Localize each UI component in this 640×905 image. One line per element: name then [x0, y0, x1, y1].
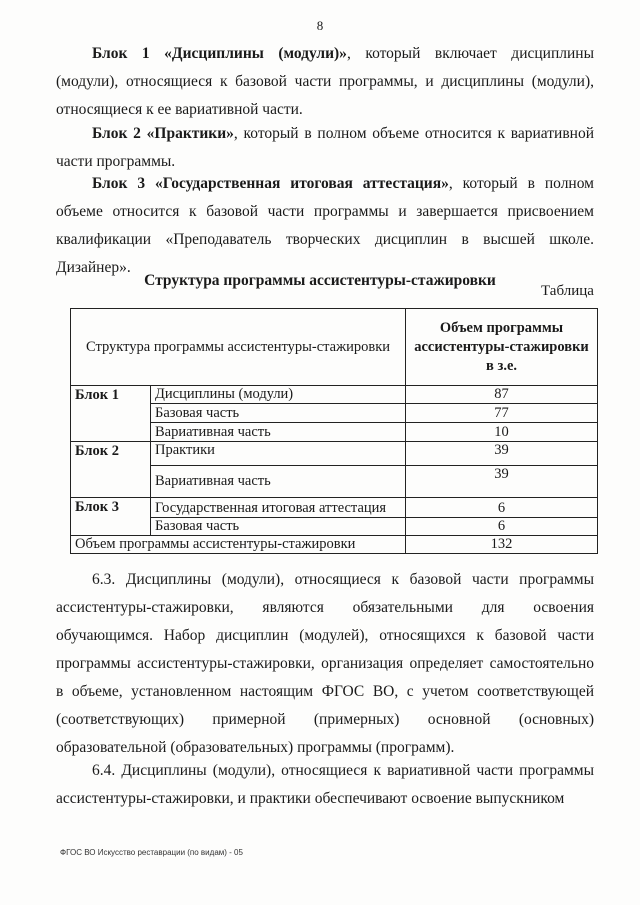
header-structure: Структура программы ассистентуры-стажировки: [71, 309, 406, 386]
row-value: 6: [406, 498, 598, 518]
table-row: [71, 423, 598, 442]
row-value: 6: [406, 518, 598, 536]
block3-name: Блок 3: [71, 498, 151, 536]
table-row: [71, 386, 598, 404]
total-value: 132: [406, 536, 598, 554]
table-header-row: [71, 309, 598, 386]
row-item: Дисциплины (модули): [151, 386, 406, 404]
block1-text: , который включает дисциплины (модули), относящиеся к базовой части программы, и дисциплины (модули), относящиеся к ее вариативной части.: [56, 45, 594, 118]
row-item: Практики: [151, 442, 406, 466]
block1-name: Блок 1: [71, 386, 151, 442]
table-total-row: [71, 536, 598, 554]
page-number: 8: [316, 18, 324, 33]
table-label: Таблица: [541, 283, 594, 299]
table-row: [71, 518, 598, 536]
row-value: 77: [406, 404, 598, 423]
paragraph-block1: [56, 40, 594, 124]
table-row: [71, 442, 598, 466]
row-value: 39: [406, 442, 598, 466]
header-volume: Объем программы ассистентуры-стажировки в з.е.: [406, 309, 598, 386]
paragraph-block3: [56, 170, 594, 282]
table-title: Структура программы ассистентуры-стажировки: [144, 272, 496, 289]
row-item: Государственная итоговая аттестация: [151, 498, 406, 518]
row-value: 10: [406, 423, 598, 442]
row-item: Вариативная часть: [151, 423, 406, 442]
table-row: [71, 466, 598, 498]
row-value: 39: [406, 466, 598, 498]
block3-text: , который в полном объеме относится к базовой части программы и завершается присвоением квалификации «Преподаватель творческих дисциплин в высшей школе. Дизайнер».: [56, 175, 594, 276]
paragraph-6-4: 6.4. Дисциплины (модули), относящиеся к вариативной части программы ассистентуры-стажировки, и практики обеспечивают освоение выпускником: [56, 762, 594, 807]
table-row: [71, 404, 598, 423]
block2-title: Блок 2 «Практики»: [92, 125, 234, 142]
row-item: Вариативная часть: [151, 466, 406, 498]
row-item: Базовая часть: [151, 404, 406, 423]
block2-name: Блок 2: [71, 442, 151, 498]
block3-title: Блок 3 «Государственная итоговая аттестация»: [92, 175, 449, 192]
paragraph-block2: [56, 120, 594, 176]
total-label: Объем программы ассистентуры-стажировки: [71, 536, 406, 554]
footer-note: ФГОС ВО Искусство реставрации (по видам) - 05: [60, 848, 243, 857]
block1-title: Блок 1 «Дисциплины (модули)»: [92, 45, 347, 62]
row-item: Базовая часть: [151, 518, 406, 536]
paragraph-6-3: 6.3. Дисциплины (модули), относящиеся к базовой части программы ассистентуры-стажировки, являются обязательными для освоения обучающимся. Набор дисциплин (модулей), относящихся к базовой части программы ассистентуры-стажировки, организация определяет самостоятельно в объеме, установленном настоящим ФГОС ВО, с учетом соответствующей (соответствующих) примерной (примерных) основной (основных) образовательной (образовательных) программы (программ).: [56, 571, 594, 756]
row-value: 87: [406, 386, 598, 404]
structure-table: [70, 308, 598, 554]
table-row: [71, 498, 598, 518]
block2-text: , который в полном объеме относится к вариативной части программы.: [56, 125, 594, 170]
